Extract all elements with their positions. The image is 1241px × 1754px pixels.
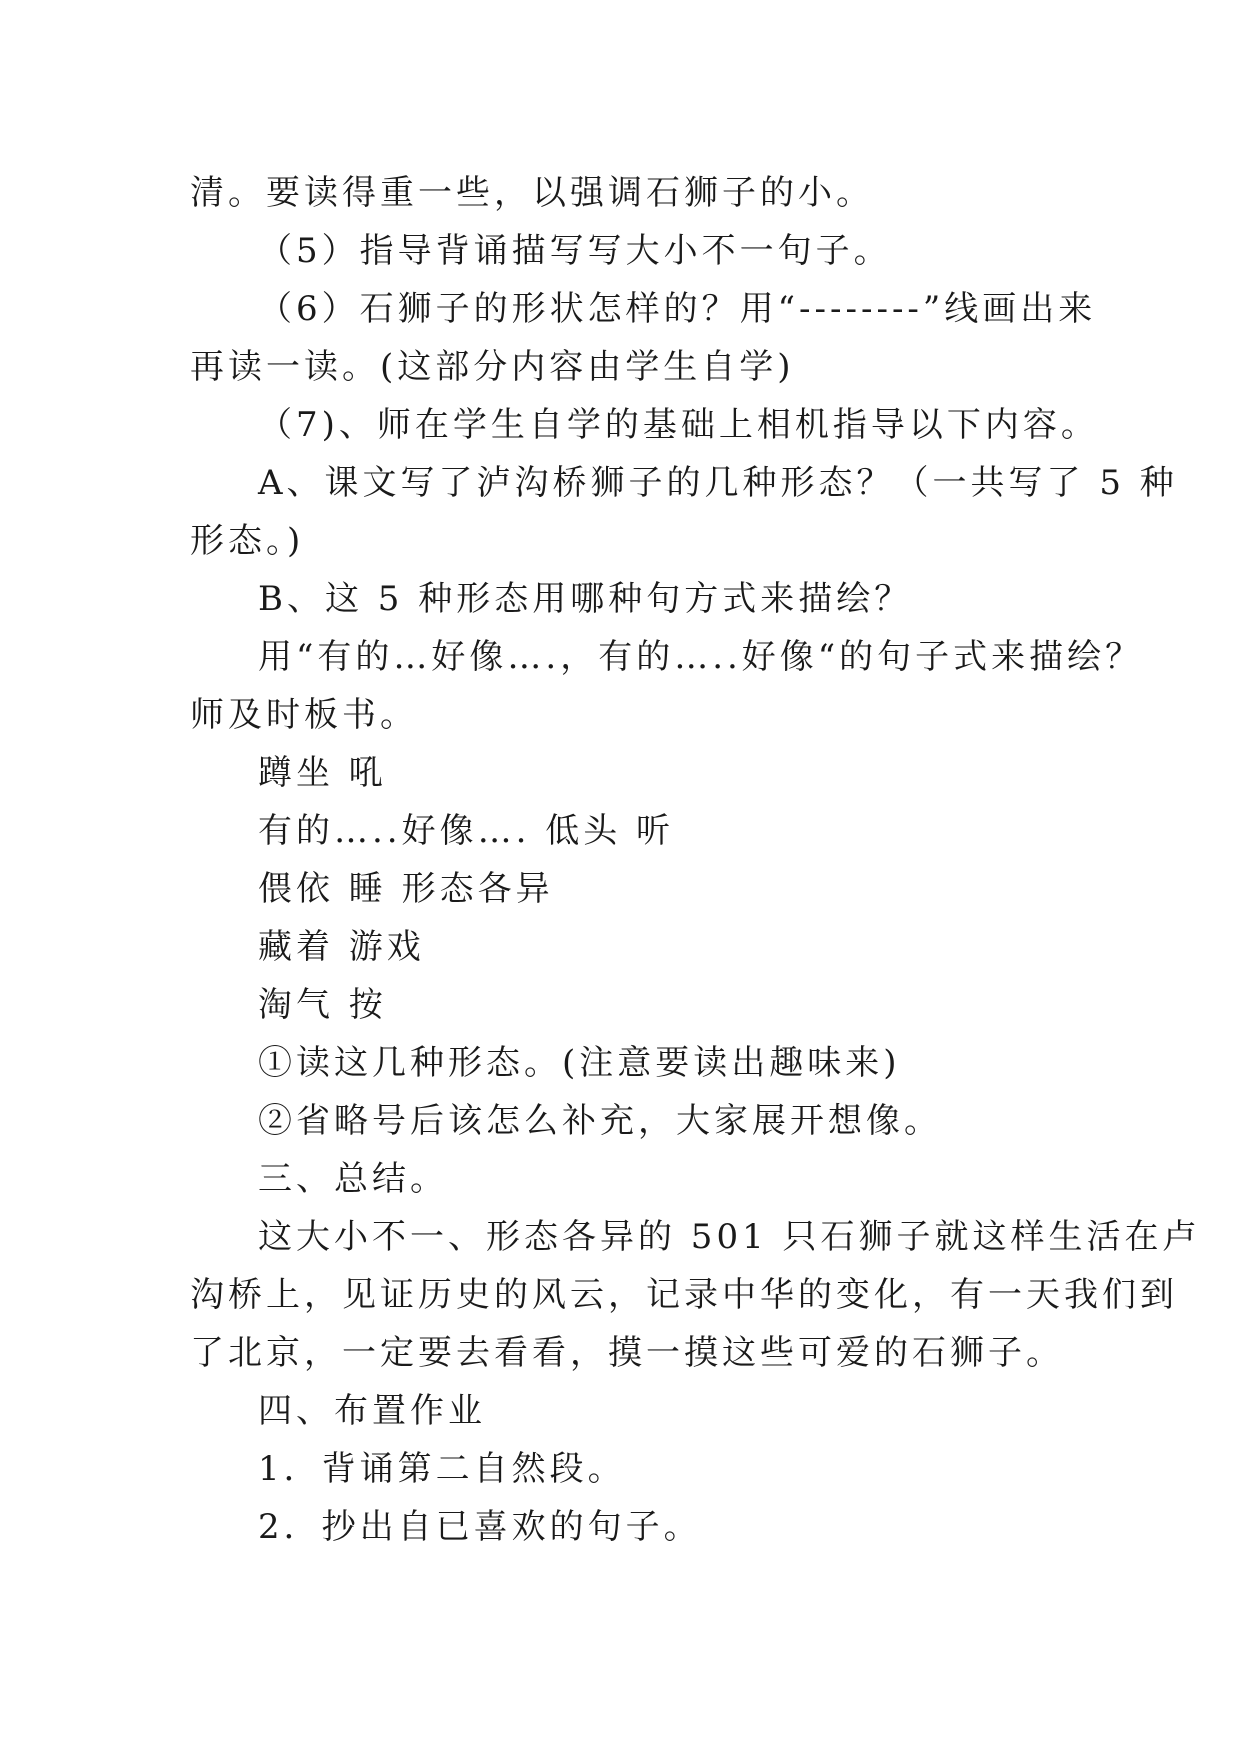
text-line-17: ②省略号后该怎么补充，大家展开想像。 <box>258 1101 942 1141</box>
text-line-7: 形态。) <box>190 521 305 561</box>
text-line-14: 藏着 游戏 <box>258 927 425 967</box>
text-line-6: A、课文写了泸沟桥狮子的几种形态？（一共写了 5 种 <box>258 463 1178 503</box>
text-line-22: 四、布置作业 <box>258 1391 486 1431</box>
text-line-13: 偎依 睡 形态各异 <box>258 869 554 909</box>
text-line-5: （7)、师在学生自学的基础上相机指导以下内容。 <box>258 405 1099 445</box>
text-line-19: 这大小不一、形态各异的 501 只石狮子就这样生活在卢 <box>258 1217 1201 1257</box>
text-line-11: 蹲坐 吼 <box>258 753 387 793</box>
text-line-3: （6）石狮子的形状怎样的？用“--------”线画出来 <box>258 289 1097 329</box>
text-line-2: （5）指导背诵描写写大小不一句子。 <box>258 231 892 271</box>
text-line-4: 再读一读。(这部分内容由学生自学) <box>190 347 795 387</box>
text-line-20: 沟桥上，见证历史的风云，记录中华的变化，有一天我们到 <box>190 1275 1178 1315</box>
text-line-1: 清。要读得重一些，以强调石狮子的小。 <box>190 173 874 213</box>
text-line-24: 2．抄出自已喜欢的句子。 <box>258 1507 702 1547</box>
text-line-18: 三、总结。 <box>258 1159 448 1199</box>
text-line-23: 1．背诵第二自然段。 <box>258 1449 626 1489</box>
text-line-15: 淘气 按 <box>258 985 387 1025</box>
text-body <box>190 164 1201 1556</box>
text-line-21: 了北京，一定要去看看，摸一摸这些可爱的石狮子。 <box>190 1333 1064 1373</box>
text-line-10: 师及时板书。 <box>190 695 418 735</box>
text-line-16: ①读这几种形态。(注意要读出趣味来) <box>258 1043 901 1083</box>
text-line-9: 用“有的…好像….，有的…..好像“的句子式来描绘？ <box>258 637 1144 677</box>
text-line-8: B、这 5 种形态用哪种句方式来描绘？ <box>258 579 913 619</box>
text-line-12: 有的…..好像…. 低头 听 <box>258 811 675 851</box>
